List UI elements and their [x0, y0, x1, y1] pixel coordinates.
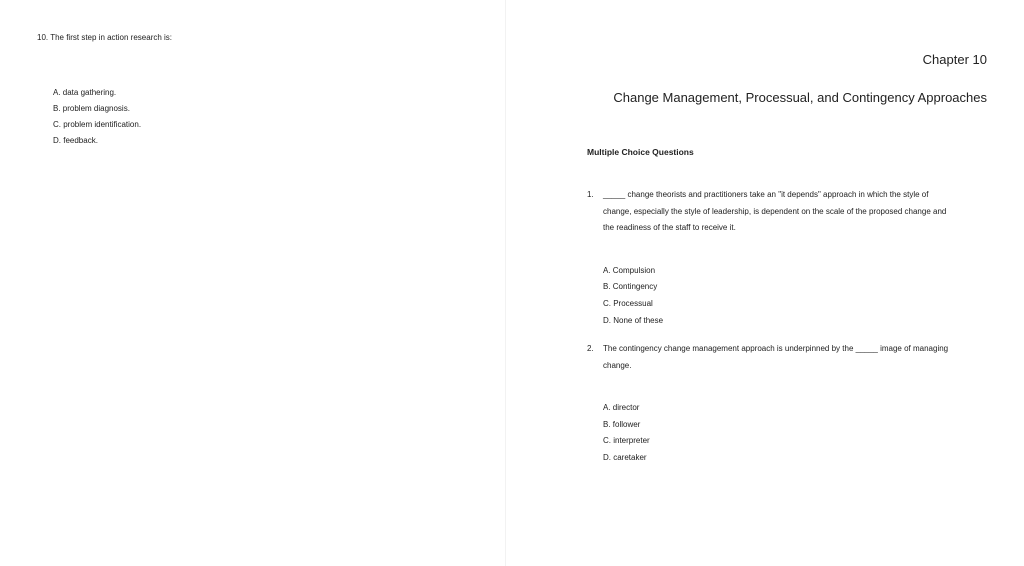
question-1-number: 1. — [587, 190, 594, 199]
page-divider — [505, 0, 506, 566]
question-2-line: The contingency change management approach is underpinned by the _____ image of managing — [603, 344, 949, 353]
question-2-number: 2. — [587, 344, 594, 353]
option-a: A. Compulsion — [603, 266, 656, 275]
question-1-line: the readiness of the staff to receive it. — [603, 223, 736, 232]
option-c: C. interpreter — [603, 436, 650, 445]
option-b: B. follower — [603, 420, 641, 429]
option-c: C. Processual — [603, 299, 653, 308]
section-heading: Multiple Choice Questions — [587, 147, 694, 157]
question-1-line: _____ change theorists and practitioners take an "it depends" approach in which the style of — [603, 190, 929, 199]
option-b: B. Contingency — [603, 282, 658, 291]
option-b: B. problem diagnosis. — [53, 104, 130, 113]
option-a: A. data gathering. — [53, 88, 117, 97]
question-2-line: change. — [603, 361, 632, 370]
chapter-heading: Chapter 10 — [922, 52, 987, 67]
question-1-line: change, especially the style of leadership, is dependent on the scale of the proposed change and — [603, 207, 947, 216]
question-10-text: 10. The first step in action research is: — [37, 33, 173, 42]
option-d: D. None of these — [603, 316, 664, 325]
chapter-title: Change Management, Processual, and Contingency Approaches — [613, 90, 987, 105]
option-c: C. problem identification. — [53, 120, 142, 129]
option-d: D. caretaker — [603, 453, 647, 462]
option-a: A. director — [603, 403, 640, 412]
option-d: D. feedback. — [53, 136, 98, 145]
